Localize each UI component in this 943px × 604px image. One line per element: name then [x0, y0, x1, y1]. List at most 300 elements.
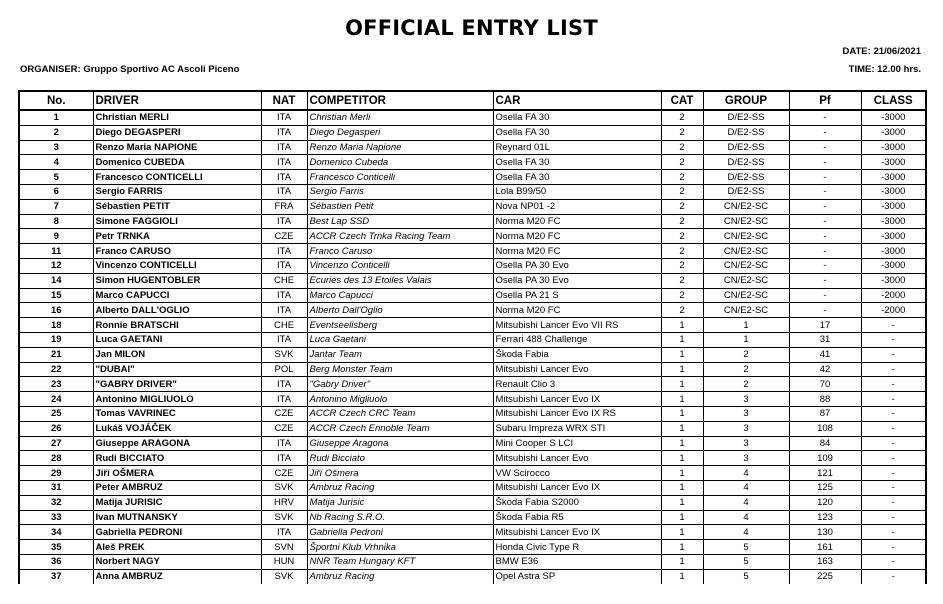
- cell-car: VW Scirocco: [493, 466, 661, 481]
- cell-group: 2: [703, 362, 789, 377]
- cell-driver: "GABRY DRIVER": [93, 377, 261, 392]
- cell-cat: 1: [661, 406, 703, 421]
- cell-group: CN/E2-SC: [703, 199, 789, 214]
- table-row: [19, 170, 926, 185]
- cell-competitor: Ecuries des 13 Etoiles Valais: [307, 273, 493, 288]
- cell-class: -3000: [861, 258, 926, 273]
- cell-pf: 17: [789, 318, 861, 333]
- cell-competitor: Rudi Bicciato: [307, 451, 493, 466]
- cell-no: 11: [19, 244, 93, 259]
- cell-cat: 2: [661, 184, 703, 199]
- cell-class: -: [861, 406, 926, 421]
- cell-pf: 87: [789, 406, 861, 421]
- table-row: [19, 140, 926, 155]
- cell-competitor: Diego Degasperi: [307, 125, 493, 140]
- cell-pf: -: [789, 125, 861, 140]
- cell-pf: 120: [789, 495, 861, 510]
- table-header-row: [19, 91, 926, 110]
- table-row: [19, 480, 926, 495]
- cell-class: -3000: [861, 110, 926, 125]
- cell-cat: 1: [661, 495, 703, 510]
- table-row: [19, 229, 926, 244]
- cell-no: 31: [19, 480, 93, 495]
- cell-competitor: Antonino Migliuolo: [307, 392, 493, 407]
- cell-class: -: [861, 421, 926, 436]
- cell-pf: -: [789, 244, 861, 259]
- cell-pf: 225: [789, 569, 861, 583]
- cell-class: -: [861, 525, 926, 540]
- cell-no: 34: [19, 525, 93, 540]
- cell-driver: Aleš PREK: [93, 540, 261, 555]
- cell-cat: 1: [661, 525, 703, 540]
- cell-no: 23: [19, 377, 93, 392]
- col-header-cat: CAT: [661, 91, 703, 110]
- cell-group: 3: [703, 406, 789, 421]
- cell-class: -: [861, 332, 926, 347]
- cell-driver: Alberto DALL'OGLIO: [93, 303, 261, 318]
- cell-driver: Luca GAETANI: [93, 332, 261, 347]
- cell-cat: 2: [661, 110, 703, 125]
- cell-class: -3000: [861, 214, 926, 229]
- cell-driver: Simon HUGENTOBLER: [93, 273, 261, 288]
- cell-class: -: [861, 466, 926, 481]
- cell-pf: 84: [789, 436, 861, 451]
- cell-competitor: ACCR Czech Ennoble Team: [307, 421, 493, 436]
- cell-competitor: Berg Monster Team: [307, 362, 493, 377]
- cell-class: -3000: [861, 155, 926, 170]
- cell-driver: Domenico CUBEDA: [93, 155, 261, 170]
- cell-car: Mitsubishi Lancer Evo IX: [493, 525, 661, 540]
- table-row: [19, 540, 926, 555]
- cell-pf: 42: [789, 362, 861, 377]
- cell-class: -: [861, 377, 926, 392]
- cell-cat: 2: [661, 155, 703, 170]
- cell-class: -: [861, 451, 926, 466]
- cell-pf: 41: [789, 347, 861, 362]
- col-header-car: CAR: [493, 91, 661, 110]
- cell-cat: 2: [661, 199, 703, 214]
- table-row: [19, 244, 926, 259]
- cell-group: D/E2-SS: [703, 110, 789, 125]
- cell-nat: CZE: [261, 466, 307, 481]
- cell-no: 33: [19, 510, 93, 525]
- cell-car: Mitsubishi Lancer Evo: [493, 362, 661, 377]
- cell-competitor: Sébastien Petit: [307, 199, 493, 214]
- cell-class: -: [861, 510, 926, 525]
- cell-cat: 2: [661, 303, 703, 318]
- cell-nat: ITA: [261, 258, 307, 273]
- cell-pf: -: [789, 110, 861, 125]
- cell-pf: -: [789, 258, 861, 273]
- cell-car: Opel Astra SP: [493, 569, 661, 583]
- cell-competitor: Renzo Maria Napione: [307, 140, 493, 155]
- cell-group: 4: [703, 525, 789, 540]
- cell-pf: 88: [789, 392, 861, 407]
- cell-driver: "DUBAI": [93, 362, 261, 377]
- cell-no: 5: [19, 170, 93, 185]
- cell-group: D/E2-SS: [703, 155, 789, 170]
- cell-pf: 163: [789, 554, 861, 569]
- cell-car: Norma M20 FC: [493, 244, 661, 259]
- cell-class: -3000: [861, 170, 926, 185]
- table-row: [19, 303, 926, 318]
- cell-group: 1: [703, 318, 789, 333]
- cell-car: Osella FA 30: [493, 170, 661, 185]
- cell-competitor: Ambruz Racing: [307, 480, 493, 495]
- cell-cat: 2: [661, 273, 703, 288]
- cell-cat: 1: [661, 436, 703, 451]
- cell-nat: CHE: [261, 318, 307, 333]
- cell-group: 4: [703, 495, 789, 510]
- cell-class: -2000: [861, 288, 926, 303]
- cell-car: Mitsubishi Lancer Evo VII RS: [493, 318, 661, 333]
- cell-car: Norma M20 FC: [493, 303, 661, 318]
- cell-cat: 2: [661, 288, 703, 303]
- cell-group: 4: [703, 480, 789, 495]
- cell-pf: -: [789, 214, 861, 229]
- cell-nat: SVK: [261, 510, 307, 525]
- cell-competitor: Christian Merli: [307, 110, 493, 125]
- cell-nat: CHE: [261, 273, 307, 288]
- cell-car: Osella PA 30 Evo: [493, 273, 661, 288]
- cell-cat: 1: [661, 421, 703, 436]
- cell-class: -3000: [861, 140, 926, 155]
- cell-competitor: Marco Capucci: [307, 288, 493, 303]
- cell-car: Mini Cooper S LCI: [493, 436, 661, 451]
- col-header-pf: Pf: [789, 91, 861, 110]
- cell-nat: ITA: [261, 125, 307, 140]
- cell-no: 19: [19, 332, 93, 347]
- cell-car: Osella PA 21 S: [493, 288, 661, 303]
- cell-no: 9: [19, 229, 93, 244]
- cell-nat: CZE: [261, 406, 307, 421]
- cell-car: Osella FA 30: [493, 155, 661, 170]
- cell-car: Osella FA 30: [493, 125, 661, 140]
- cell-pf: 31: [789, 332, 861, 347]
- cell-pf: 161: [789, 540, 861, 555]
- cell-car: Subaru Impreza WRX STI: [493, 421, 661, 436]
- cell-group: CN/E2-SC: [703, 288, 789, 303]
- cell-pf: -: [789, 199, 861, 214]
- cell-group: 4: [703, 466, 789, 481]
- cell-cat: 1: [661, 332, 703, 347]
- cell-driver: Renzo Maria NAPIONE: [93, 140, 261, 155]
- cell-class: -3000: [861, 229, 926, 244]
- cell-group: CN/E2-SC: [703, 244, 789, 259]
- cell-group: CN/E2-SC: [703, 229, 789, 244]
- cell-nat: ITA: [261, 303, 307, 318]
- cell-no: 22: [19, 362, 93, 377]
- cell-group: 3: [703, 392, 789, 407]
- cell-group: 5: [703, 569, 789, 583]
- cell-group: 3: [703, 451, 789, 466]
- cell-competitor: Giuseppe Aragona: [307, 436, 493, 451]
- cell-car: Mitsubishi Lancer Evo IX: [493, 392, 661, 407]
- cell-group: D/E2-SS: [703, 140, 789, 155]
- cell-nat: ITA: [261, 392, 307, 407]
- col-header-class: CLASS: [861, 91, 926, 110]
- cell-nat: ITA: [261, 214, 307, 229]
- cell-group: D/E2-SS: [703, 125, 789, 140]
- cell-pf: -: [789, 170, 861, 185]
- cell-pf: -: [789, 273, 861, 288]
- cell-no: 4: [19, 155, 93, 170]
- cell-car: Renault Clio 3: [493, 377, 661, 392]
- cell-pf: 123: [789, 510, 861, 525]
- cell-competitor: Luca Gaetani: [307, 332, 493, 347]
- cell-nat: SVK: [261, 569, 307, 583]
- cell-nat: ITA: [261, 436, 307, 451]
- col-header-nat: NAT: [261, 91, 307, 110]
- cell-cat: 2: [661, 258, 703, 273]
- table-row: [19, 495, 926, 510]
- cell-no: 37: [19, 569, 93, 583]
- cell-class: -3000: [861, 273, 926, 288]
- cell-car: Norma M20 FC: [493, 214, 661, 229]
- cell-nat: ITA: [261, 451, 307, 466]
- cell-driver: Francesco CONTICELLI: [93, 170, 261, 185]
- cell-driver: Rudi BICCIATO: [93, 451, 261, 466]
- cell-car: Škoda Fabia S2000: [493, 495, 661, 510]
- cell-competitor: Best Lap SSD: [307, 214, 493, 229]
- table-row: [19, 125, 926, 140]
- cell-cat: 2: [661, 244, 703, 259]
- cell-class: -: [861, 392, 926, 407]
- table-row: [19, 451, 926, 466]
- cell-competitor: Ambruz Racing: [307, 569, 493, 583]
- cell-competitor: NNR Team Hungary KFT: [307, 554, 493, 569]
- cell-driver: Jiří OŠMERA: [93, 466, 261, 481]
- cell-car: Norma M20 FC: [493, 229, 661, 244]
- table-row: [19, 258, 926, 273]
- date-label: DATE: 21/06/2021: [842, 46, 921, 57]
- table-row: [19, 318, 926, 333]
- cell-competitor: Športni Klub Vrhnika: [307, 540, 493, 555]
- cell-class: -: [861, 540, 926, 555]
- cell-pf: 109: [789, 451, 861, 466]
- cell-class: -: [861, 554, 926, 569]
- table-row: [19, 332, 926, 347]
- cell-competitor: Domenico Cubeda: [307, 155, 493, 170]
- cell-class: -3000: [861, 184, 926, 199]
- cell-driver: Ronnie BRATSCHI: [93, 318, 261, 333]
- cell-nat: ITA: [261, 332, 307, 347]
- cell-class: -: [861, 436, 926, 451]
- col-header-group: GROUP: [703, 91, 789, 110]
- cell-no: 25: [19, 406, 93, 421]
- cell-no: 2: [19, 125, 93, 140]
- cell-group: 3: [703, 421, 789, 436]
- cell-no: 28: [19, 451, 93, 466]
- cell-class: -: [861, 362, 926, 377]
- cell-pf: 70: [789, 377, 861, 392]
- cell-cat: 1: [661, 540, 703, 555]
- cell-nat: ITA: [261, 244, 307, 259]
- cell-cat: 1: [661, 466, 703, 481]
- cell-driver: Gabriella PEDRONI: [93, 525, 261, 540]
- table-row: [19, 214, 926, 229]
- cell-driver: Lukáš VOJÁČEK: [93, 421, 261, 436]
- cell-nat: SVK: [261, 347, 307, 362]
- cell-group: CN/E2-SC: [703, 303, 789, 318]
- cell-car: BMW E36: [493, 554, 661, 569]
- cell-class: -2000: [861, 303, 926, 318]
- cell-driver: Matija JURISIC: [93, 495, 261, 510]
- cell-pf: -: [789, 288, 861, 303]
- cell-driver: Marco CAPUCCI: [93, 288, 261, 303]
- cell-driver: Antonino MIGLIUOLO: [93, 392, 261, 407]
- cell-car: Škoda Fabia R5: [493, 510, 661, 525]
- cell-no: 8: [19, 214, 93, 229]
- cell-pf: -: [789, 155, 861, 170]
- cell-cat: 1: [661, 377, 703, 392]
- cell-nat: POL: [261, 362, 307, 377]
- cell-pf: 121: [789, 466, 861, 481]
- cell-no: 26: [19, 421, 93, 436]
- cell-car: Honda Civic Type R: [493, 540, 661, 555]
- cell-driver: Norbert NAGY: [93, 554, 261, 569]
- table-row: [19, 436, 926, 451]
- cell-nat: ITA: [261, 288, 307, 303]
- col-header-driver: DRIVER: [93, 91, 261, 110]
- cell-cat: 1: [661, 451, 703, 466]
- cell-group: D/E2-SS: [703, 184, 789, 199]
- cell-competitor: Alberto Dall'Oglio: [307, 303, 493, 318]
- cell-cat: 1: [661, 480, 703, 495]
- cell-pf: -: [789, 184, 861, 199]
- cell-group: 5: [703, 554, 789, 569]
- cell-group: CN/E2-SC: [703, 214, 789, 229]
- cell-driver: Sergio FARRIS: [93, 184, 261, 199]
- cell-no: 12: [19, 258, 93, 273]
- cell-nat: ITA: [261, 110, 307, 125]
- cell-pf: 108: [789, 421, 861, 436]
- col-header-no: No.: [19, 91, 93, 110]
- cell-class: -: [861, 318, 926, 333]
- cell-cat: 2: [661, 140, 703, 155]
- cell-class: -3000: [861, 125, 926, 140]
- cell-no: 7: [19, 199, 93, 214]
- cell-no: 3: [19, 140, 93, 155]
- cell-driver: Petr TRNKA: [93, 229, 261, 244]
- cell-class: -: [861, 569, 926, 583]
- cell-car: Mitsubishi Lancer Evo IX RS: [493, 406, 661, 421]
- cell-group: D/E2-SS: [703, 170, 789, 185]
- cell-car: Škoda Fabia: [493, 347, 661, 362]
- cell-nat: ITA: [261, 377, 307, 392]
- cell-cat: 1: [661, 510, 703, 525]
- cell-no: 24: [19, 392, 93, 407]
- cell-cat: 1: [661, 392, 703, 407]
- cell-group: 1: [703, 332, 789, 347]
- cell-competitor: ACCR Czech Trnka Racing Team: [307, 229, 493, 244]
- cell-driver: Giuseppe ARAGONA: [93, 436, 261, 451]
- cell-nat: FRA: [261, 199, 307, 214]
- cell-nat: HUN: [261, 554, 307, 569]
- cell-cat: 1: [661, 362, 703, 377]
- cell-no: 18: [19, 318, 93, 333]
- cell-competitor: Eventseelisberg: [307, 318, 493, 333]
- cell-competitor: Franco Caruso: [307, 244, 493, 259]
- cell-driver: Vincenzo CONTICELLI: [93, 258, 261, 273]
- table-row: [19, 288, 926, 303]
- cell-car: Lola B99/50: [493, 184, 661, 199]
- table-row: [19, 406, 926, 421]
- table-row: [19, 347, 926, 362]
- time-label: TIME: 12.00 hrs.: [848, 64, 921, 75]
- table-row: [19, 273, 926, 288]
- cell-no: 6: [19, 184, 93, 199]
- cell-car: Reynard 01L: [493, 140, 661, 155]
- cell-nat: SVK: [261, 480, 307, 495]
- table-row: [19, 377, 926, 392]
- cell-pf: 125: [789, 480, 861, 495]
- cell-driver: Sébastien PETIT: [93, 199, 261, 214]
- cell-no: 36: [19, 554, 93, 569]
- cell-cat: 1: [661, 347, 703, 362]
- cell-group: 2: [703, 377, 789, 392]
- cell-pf: -: [789, 303, 861, 318]
- table-row: [19, 155, 926, 170]
- cell-competitor: Sergio Farris: [307, 184, 493, 199]
- table-row: [19, 466, 926, 481]
- cell-group: CN/E2-SC: [703, 258, 789, 273]
- table-row: [19, 525, 926, 540]
- cell-cat: 1: [661, 554, 703, 569]
- cell-competitor: Nb Racing S.R.O.: [307, 510, 493, 525]
- cell-class: -: [861, 495, 926, 510]
- table-row: [19, 569, 926, 583]
- cell-class: -: [861, 347, 926, 362]
- cell-cat: 1: [661, 318, 703, 333]
- cell-class: -: [861, 480, 926, 495]
- cell-nat: ITA: [261, 184, 307, 199]
- cell-no: 14: [19, 273, 93, 288]
- cell-cat: 1: [661, 569, 703, 583]
- cell-nat: ITA: [261, 525, 307, 540]
- page-title: OFFICIAL ENTRY LIST: [345, 16, 598, 40]
- cell-driver: Peter AMBRUZ: [93, 480, 261, 495]
- cell-no: 32: [19, 495, 93, 510]
- organiser-label: ORGANISER: Gruppo Sportivo AC Ascoli Piceno: [20, 64, 240, 75]
- cell-car: Osella PA 30 Evo: [493, 258, 661, 273]
- cell-competitor: Francesco Conticelli: [307, 170, 493, 185]
- cell-nat: CZE: [261, 229, 307, 244]
- cell-no: 29: [19, 466, 93, 481]
- cell-no: 21: [19, 347, 93, 362]
- cell-cat: 2: [661, 214, 703, 229]
- cell-group: 5: [703, 540, 789, 555]
- cell-cat: 2: [661, 125, 703, 140]
- cell-driver: Ivan MUTNANSKY: [93, 510, 261, 525]
- cell-group: CN/E2-SC: [703, 273, 789, 288]
- cell-class: -3000: [861, 199, 926, 214]
- table-row: [19, 199, 926, 214]
- cell-no: 15: [19, 288, 93, 303]
- table-row: [19, 392, 926, 407]
- cell-no: 1: [19, 110, 93, 125]
- entry-list-table: [18, 90, 927, 584]
- cell-no: 16: [19, 303, 93, 318]
- col-header-competitor: COMPETITOR: [307, 91, 493, 110]
- cell-competitor: Jiří Ošmera: [307, 466, 493, 481]
- table-row: [19, 554, 926, 569]
- cell-pf: -: [789, 140, 861, 155]
- cell-cat: 2: [661, 170, 703, 185]
- cell-pf: 130: [789, 525, 861, 540]
- cell-group: 4: [703, 510, 789, 525]
- cell-competitor: Matija Jurisic: [307, 495, 493, 510]
